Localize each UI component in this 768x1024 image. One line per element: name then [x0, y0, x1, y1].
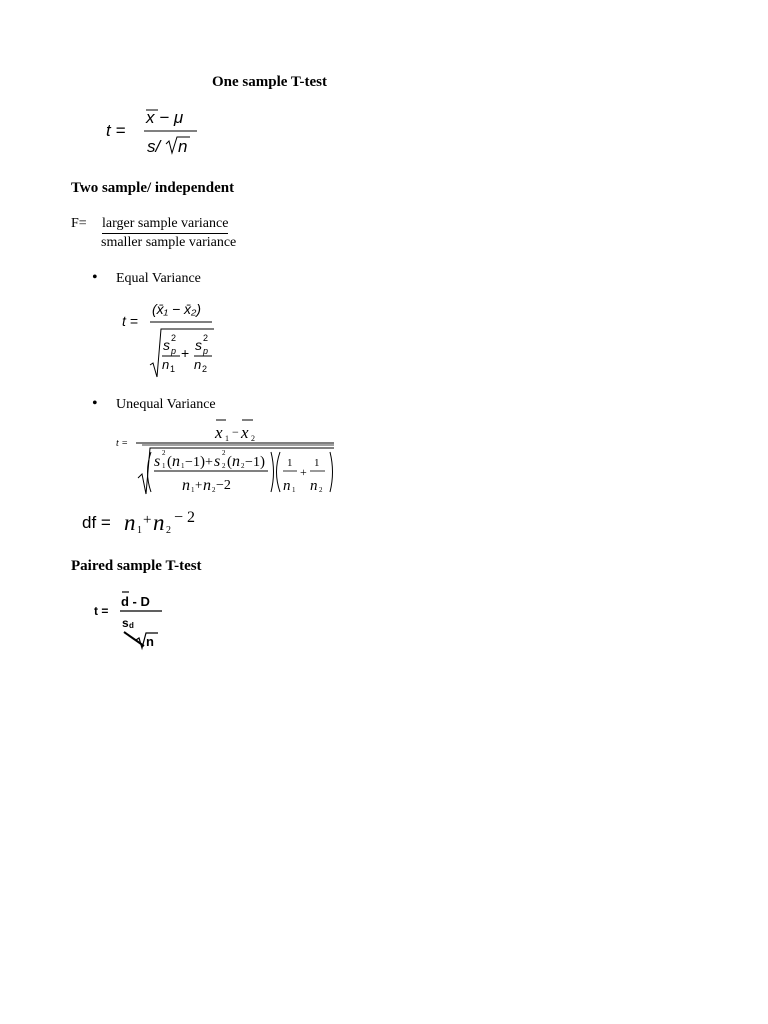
eq-n2-sub: 2	[202, 364, 208, 374]
eq-sup1: 2	[171, 333, 177, 343]
uneq-s2-sup: 2	[222, 449, 226, 457]
f-denominator: smaller sample variance	[101, 235, 237, 250]
uneq-minus1: −	[185, 455, 193, 470]
eq-s1: s	[163, 337, 170, 353]
two-sample-title: Two sample/ independent	[71, 180, 235, 196]
uneq-x2-sub: 2	[251, 434, 255, 443]
equal-variance-label: Equal Variance	[116, 271, 201, 286]
one-sample-denominator-left: s/	[147, 137, 161, 156]
df-n1: n	[124, 510, 136, 535]
uneq-x2: x	[241, 423, 249, 442]
eq-lhs: t =	[122, 313, 138, 329]
eq-subp1: p	[171, 346, 177, 356]
uneq-paren1c: )	[200, 454, 205, 470]
f-label: F=	[71, 216, 87, 231]
paired-root: n	[146, 634, 154, 649]
unequal-variance-formula	[112, 416, 340, 498]
df-n2: n	[153, 510, 165, 535]
paired-title: Paired sample T-test	[71, 558, 202, 574]
uneq-den-n2-sub: 2	[212, 486, 216, 494]
uneq-den-minus2: −2	[216, 478, 231, 493]
df-plus: +	[143, 512, 152, 528]
uneq-one2: 1	[253, 455, 260, 470]
uneq-n2a: n	[232, 453, 240, 470]
bullet-equal: •	[92, 269, 98, 286]
uneq-den-plus: +	[195, 477, 203, 492]
uneq-frac1-den: n	[283, 478, 291, 494]
uneq-frac1-num: 1	[287, 457, 293, 469]
uneq-minus: −	[232, 425, 239, 439]
uneq-s1-sup: 2	[162, 449, 166, 457]
one-sample-title: One sample T-test	[212, 74, 328, 90]
uneq-paren1: (	[167, 454, 172, 470]
uneq-lhs: t =	[116, 438, 129, 449]
eq-sup2: 2	[203, 333, 209, 343]
df-n2-sub: 2	[166, 525, 171, 536]
one-sample-numerator: x − μ	[146, 108, 184, 127]
f-numerator: larger sample variance	[102, 216, 228, 234]
eq-n1-sub: 1	[170, 364, 176, 374]
eq-plus: +	[181, 345, 190, 361]
paired-numerator: d - D	[121, 594, 150, 609]
uneq-frac-plus: +	[300, 465, 307, 479]
df-label: df =	[82, 513, 111, 532]
eq-numerator: (x̄₁ − x̄₂)	[152, 301, 202, 317]
df-tail: − 2	[174, 509, 196, 526]
one-sample-denominator-root: n	[178, 137, 188, 156]
uneq-frac1-den-sub: 1	[292, 486, 296, 494]
uneq-s1: s	[154, 453, 161, 470]
uneq-s1-sub: 1	[162, 462, 166, 470]
uneq-one1: 1	[193, 455, 200, 470]
eq-s2: s	[195, 337, 202, 353]
unequal-variance-label: Unequal Variance	[116, 397, 216, 412]
one-sample-formula	[100, 104, 210, 160]
uneq-den-n2: n	[203, 477, 211, 494]
uneq-s2-sub: 2	[222, 462, 226, 470]
uneq-x1-sub: 1	[225, 434, 229, 443]
one-sample-lhs: t =	[106, 121, 126, 140]
uneq-n1a-sub: 1	[181, 462, 185, 470]
uneq-paren2: (	[227, 454, 232, 470]
eq-subp2: p	[203, 346, 209, 356]
df-formula	[80, 504, 220, 538]
uneq-plus-inner: +	[205, 455, 213, 470]
uneq-n2a-sub: 2	[241, 462, 245, 470]
paired-formula	[92, 588, 172, 652]
uneq-paren2c: )	[260, 454, 265, 470]
eq-n2: n	[194, 357, 202, 372]
uneq-frac2-num: 1	[314, 457, 320, 469]
equal-variance-formula	[118, 297, 228, 381]
uneq-s2: s	[214, 453, 221, 470]
df-n1-sub: 1	[137, 525, 142, 536]
paired-sub-d: d	[129, 621, 134, 630]
paired-s: s	[122, 616, 129, 630]
uneq-n1a: n	[172, 453, 180, 470]
uneq-minus2: −	[245, 455, 253, 470]
bullet-unequal: •	[92, 395, 98, 412]
uneq-x1: x	[215, 423, 223, 442]
eq-n1: n	[162, 357, 170, 372]
uneq-den-n1-sub: 1	[191, 486, 195, 494]
uneq-frac2-den: n	[310, 478, 318, 494]
paired-lhs: t =	[94, 604, 109, 618]
uneq-den-n1: n	[182, 477, 190, 494]
uneq-frac2-den-sub: 2	[319, 486, 323, 494]
